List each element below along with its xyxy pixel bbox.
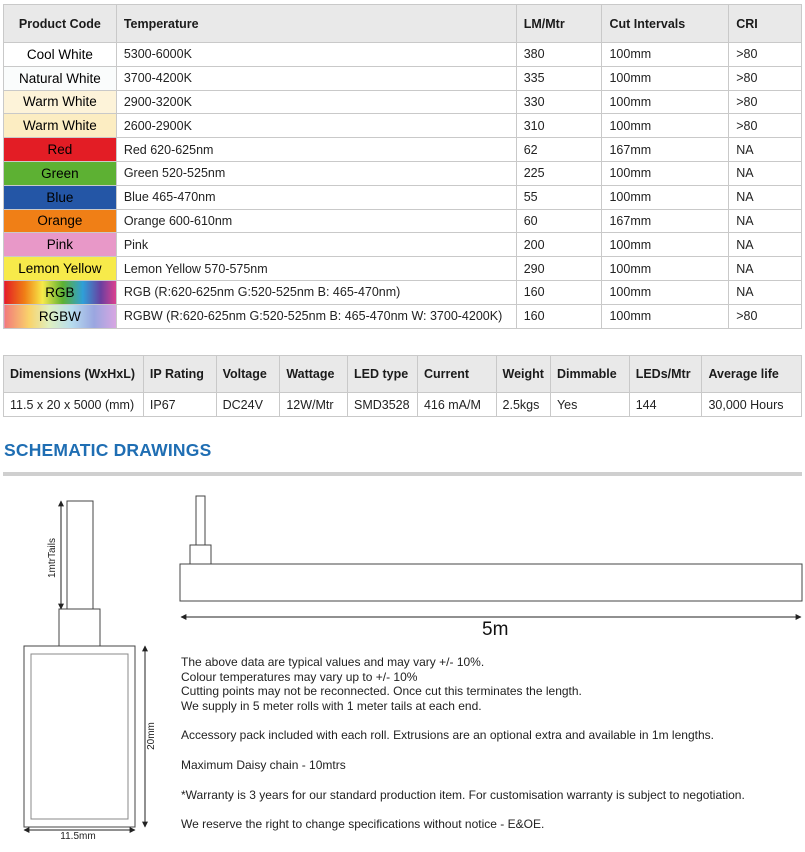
note-reserve: We reserve the right to change specifications without notice - E&OE.	[181, 817, 545, 832]
strip-body	[180, 564, 802, 601]
cell-product-code: Green	[4, 161, 117, 185]
cell-cut-interval: 100mm	[602, 90, 729, 114]
header-lm-mtr: LM/Mtr	[516, 5, 602, 43]
note-accessory: Accessory pack included with each roll. Extrusions are an optional extra and available in 1m lengths.	[181, 728, 714, 743]
cell-cri: NA	[729, 138, 802, 162]
table-row	[4, 209, 802, 233]
strip-tail	[196, 496, 205, 545]
cell-cri: NA	[729, 209, 802, 233]
cell-temperature: 2900-3200K	[116, 90, 516, 114]
spec-header: Current	[417, 356, 496, 393]
cell-temperature: Blue 465-470nm	[116, 185, 516, 209]
cell-lm-per-metre: 310	[516, 114, 602, 138]
cell-temperature: Red 620-625nm	[116, 138, 516, 162]
spec-value: 2.5kgs	[496, 393, 550, 417]
spec-value: SMD3528	[348, 393, 418, 417]
spec-value: 12W/Mtr	[280, 393, 348, 417]
note-line: Cutting points may not be reconnected. Once cut this terminates the length.	[181, 684, 582, 699]
cell-lm-per-metre: 330	[516, 90, 602, 114]
table-row	[4, 257, 802, 281]
header-cut-intervals: Cut Intervals	[602, 5, 729, 43]
cell-cut-interval: 100mm	[602, 161, 729, 185]
cell-lm-per-metre: 380	[516, 43, 602, 67]
cell-cut-interval: 100mm	[602, 185, 729, 209]
title-divider	[3, 472, 802, 476]
cell-cut-interval: 167mm	[602, 138, 729, 162]
header-cri: CRI	[729, 5, 802, 43]
table-row	[4, 185, 802, 209]
cell-cri: NA	[729, 161, 802, 185]
spec-header: Dimensions (WxHxL)	[4, 356, 144, 393]
cell-product-code: Red	[4, 138, 117, 162]
table-row	[4, 90, 802, 114]
cell-lm-per-metre: 335	[516, 66, 602, 90]
height-label: 20mm	[146, 722, 157, 750]
cell-cri: NA	[729, 185, 802, 209]
table-row	[4, 138, 802, 162]
spec-value: IP67	[143, 393, 216, 417]
spec-table-row	[4, 393, 802, 417]
table-row	[4, 43, 802, 67]
cell-product-code: RGB	[4, 280, 117, 304]
table-row	[4, 233, 802, 257]
spec-header: IP Rating	[143, 356, 216, 393]
cell-cri: NA	[729, 257, 802, 281]
cell-temperature: Green 520-525nm	[116, 161, 516, 185]
cell-lm-per-metre: 60	[516, 209, 602, 233]
cell-cut-interval: 100mm	[602, 114, 729, 138]
cell-cut-interval: 100mm	[602, 233, 729, 257]
product-table	[3, 4, 802, 329]
cell-product-code: Cool White	[4, 43, 117, 67]
cell-cut-interval: 100mm	[602, 257, 729, 281]
note-line: Colour temperatures may vary up to +/- 10%	[181, 669, 418, 684]
spec-table	[3, 355, 802, 417]
spec-value: DC24V	[216, 393, 280, 417]
cell-product-code: Natural White	[4, 66, 117, 90]
cell-lm-per-metre: 160	[516, 304, 602, 328]
notes-block-1	[181, 655, 781, 713]
spec-header: Dimmable	[550, 356, 629, 393]
spec-value: 416 mA/M	[417, 393, 496, 417]
spec-header: Wattage	[280, 356, 348, 393]
spec-value: 30,000 Hours	[702, 393, 802, 417]
profile-body-outer	[24, 646, 135, 827]
spec-header: LED type	[348, 356, 418, 393]
cell-cut-interval: 100mm	[602, 66, 729, 90]
cell-product-code: Warm White	[4, 114, 117, 138]
length-label: 5m	[482, 619, 509, 640]
note-warranty: *Warranty is 3 years for our standard production item. For customisation warranty is subject to negotiation.	[181, 787, 745, 802]
cell-product-code: Blue	[4, 185, 117, 209]
cell-temperature: Orange 600-610nm	[116, 209, 516, 233]
cell-lm-per-metre: 290	[516, 257, 602, 281]
table-row	[4, 304, 802, 328]
cell-cri: >80	[729, 114, 802, 138]
cell-cut-interval: 100mm	[602, 304, 729, 328]
cell-temperature: 2600-2900K	[116, 114, 516, 138]
cell-cut-interval: 100mm	[602, 43, 729, 67]
cell-product-code: Warm White	[4, 90, 117, 114]
spec-header: Weight	[496, 356, 550, 393]
spec-value: 144	[629, 393, 702, 417]
header-temperature: Temperature	[116, 5, 516, 43]
cell-temperature: 5300-6000K	[116, 43, 516, 67]
product-table-header	[4, 5, 802, 43]
cell-cut-interval: 167mm	[602, 209, 729, 233]
profile-connector	[59, 609, 100, 646]
cell-product-code: Pink	[4, 233, 117, 257]
note-daisy-chain: Maximum Daisy chain - 10mtrs	[181, 757, 346, 772]
cell-lm-per-metre: 200	[516, 233, 602, 257]
cell-temperature: Pink	[116, 233, 516, 257]
spec-header: Voltage	[216, 356, 280, 393]
cell-temperature: 3700-4200K	[116, 66, 516, 90]
note-line: We supply in 5 meter rolls with 1 meter tails at each end.	[181, 698, 482, 713]
strip-connector	[190, 545, 211, 564]
cell-cri: >80	[729, 43, 802, 67]
cell-cri: >80	[729, 90, 802, 114]
cell-temperature: RGBW (R:620-625nm G:520-525nm B: 465-470nm W: 3700-4200K)	[116, 304, 516, 328]
note-line: The above data are typical values and may vary +/- 10%.	[181, 655, 485, 669]
tails-label: 1mtrTails	[47, 537, 58, 579]
spec-value: 11.5 x 20 x 5000 (mm)	[4, 393, 144, 417]
spec-table-header	[4, 356, 802, 393]
cell-lm-per-metre: 62	[516, 138, 602, 162]
table-row	[4, 66, 802, 90]
cell-temperature: Lemon Yellow 570-575nm	[116, 257, 516, 281]
cell-lm-per-metre: 160	[516, 280, 602, 304]
cell-cut-interval: 100mm	[602, 280, 729, 304]
spec-header: Average life	[702, 356, 802, 393]
cell-cri: NA	[729, 280, 802, 304]
cell-cri: >80	[729, 66, 802, 90]
header-product-code: Product Code	[4, 5, 117, 43]
cell-cri: >80	[729, 304, 802, 328]
spec-header: LEDs/Mtr	[629, 356, 702, 393]
table-row	[4, 114, 802, 138]
spec-value: Yes	[550, 393, 629, 417]
schematic-title: SCHEMATIC DRAWINGS	[4, 440, 212, 460]
width-label: 11.5mm	[60, 831, 96, 842]
cell-lm-per-metre: 225	[516, 161, 602, 185]
cell-cri: NA	[729, 233, 802, 257]
cell-product-code: RGBW	[4, 304, 117, 328]
notes	[181, 655, 781, 832]
cell-product-code: Orange	[4, 209, 117, 233]
table-row	[4, 280, 802, 304]
cell-lm-per-metre: 55	[516, 185, 602, 209]
cell-temperature: RGB (R:620-625nm G:520-525nm B: 465-470nm)	[116, 280, 516, 304]
cell-product-code: Lemon Yellow	[4, 257, 117, 281]
table-row	[4, 161, 802, 185]
profile-tail	[67, 501, 93, 609]
